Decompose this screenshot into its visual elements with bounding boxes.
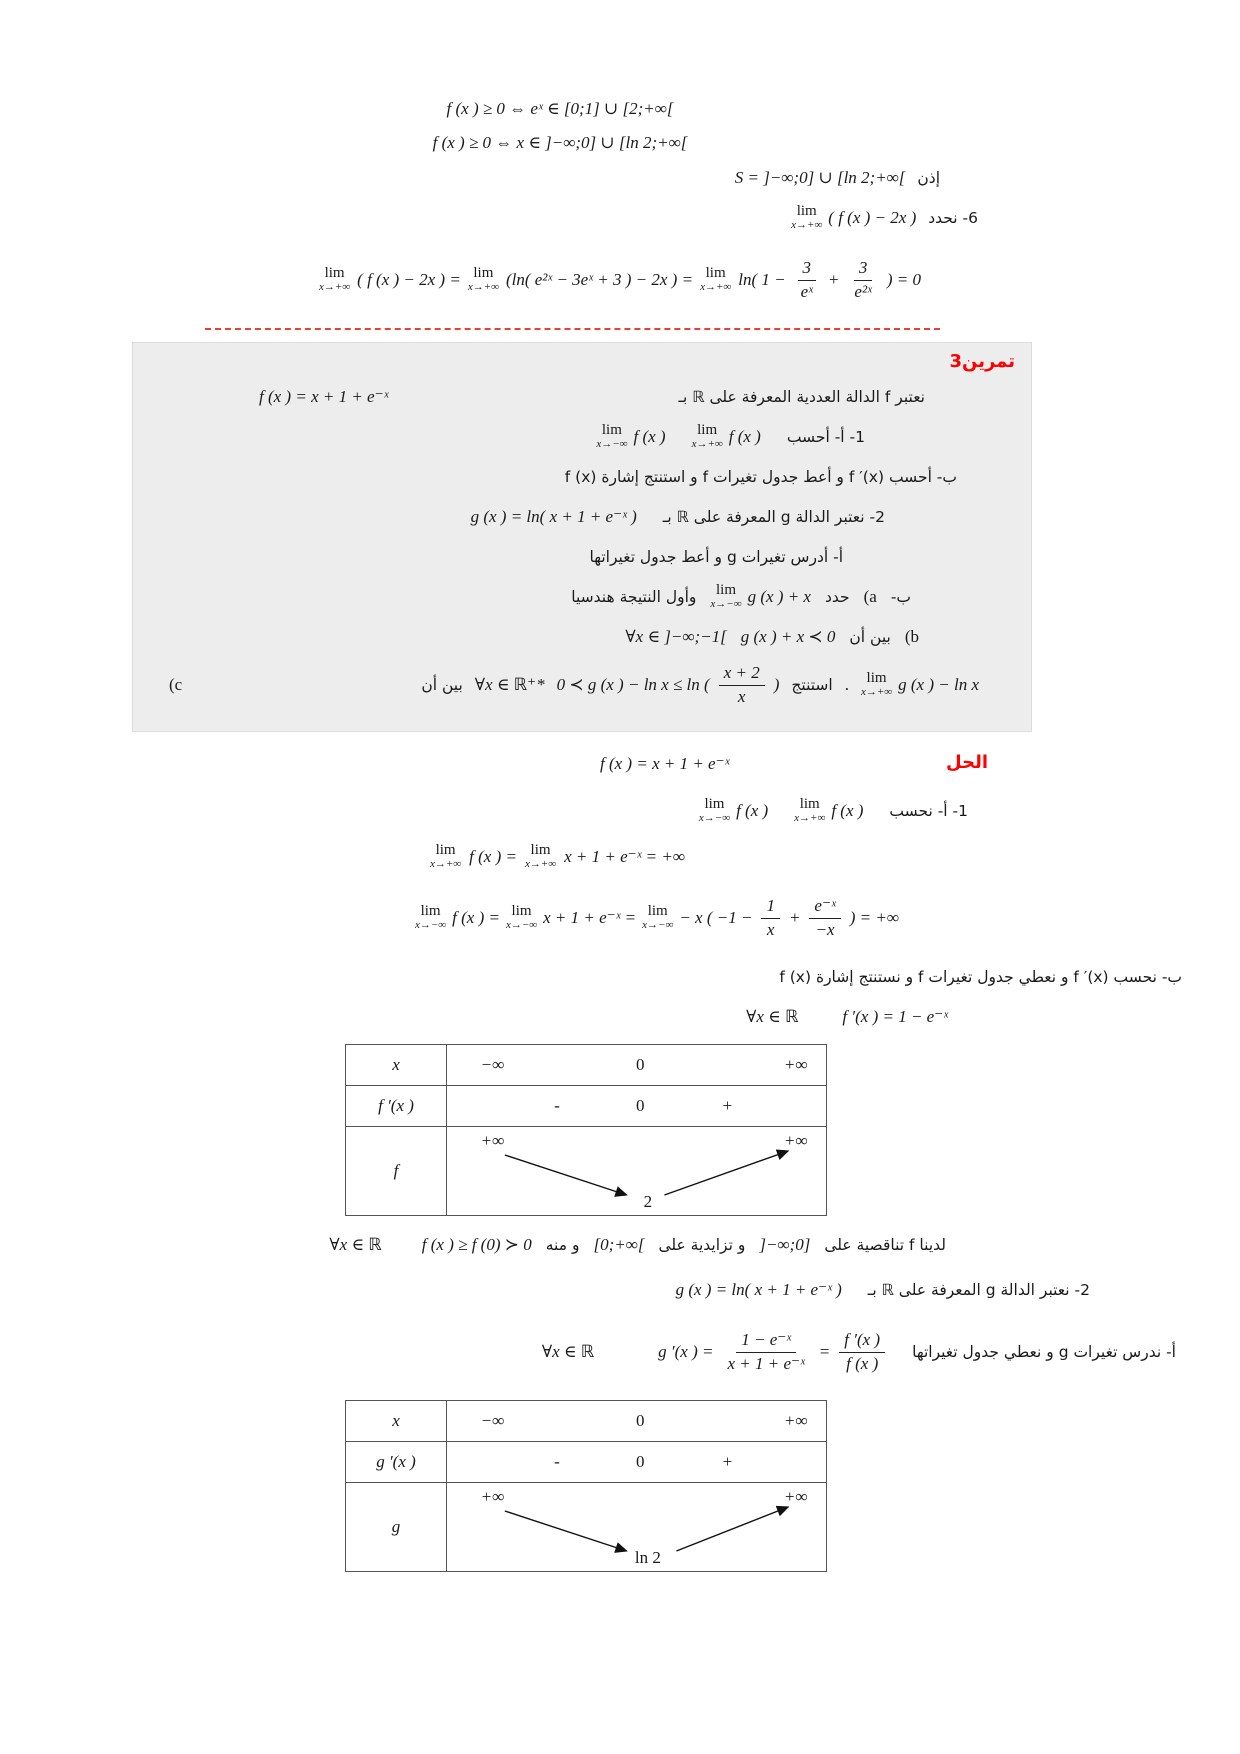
arabic-text: و تزايدية على xyxy=(658,1236,746,1254)
lim-word: lim xyxy=(324,265,345,282)
cell-value: + xyxy=(722,1452,733,1471)
limit-symbol xyxy=(861,671,892,698)
lim-subscript: x→−∞ xyxy=(710,598,742,611)
fraction xyxy=(761,895,780,940)
fraction-numerator: x + 2 xyxy=(719,662,765,685)
arabic-text: و منه xyxy=(545,1236,580,1254)
table-row-x xyxy=(346,1045,826,1086)
lim-word: lim xyxy=(435,842,456,859)
equation-text: g (x ) = ln( x + 1 + e⁻ˣ ) xyxy=(675,1280,842,1299)
lim-word: lim xyxy=(647,903,668,920)
equation-text: ( f (x ) − 2x ) xyxy=(828,207,917,227)
lim-subscript: x→+∞ xyxy=(467,281,499,294)
equation-text: 0 ≺ g (x ) − ln x ≤ ln ( xyxy=(556,675,710,694)
lim-subscript: x→−∞ xyxy=(505,919,538,932)
cell-value: 0 xyxy=(636,1411,645,1430)
lim-word: lim xyxy=(704,796,725,813)
top-equations xyxy=(0,0,1240,310)
equation-text: ) xyxy=(773,675,780,694)
arabic-text: ب- نحسب f ′(x) و نعطي جدول تغيرات f و نستنتج إشارة f (x) xyxy=(779,968,1182,986)
table-header-cell xyxy=(346,1442,447,1482)
equation-text: = xyxy=(818,1342,831,1361)
solution-title: الحل xyxy=(946,752,988,773)
arabic-text: 1- أ- نحسب xyxy=(889,802,968,820)
table-row-sign xyxy=(346,1086,826,1127)
limit-expression xyxy=(861,671,979,698)
solution-q2a-line xyxy=(0,1312,1240,1392)
cell-value: 0 xyxy=(636,1452,645,1471)
limit-symbol xyxy=(710,583,741,610)
lim-word: lim xyxy=(420,903,441,920)
variation-value: ln 2 xyxy=(634,1548,661,1567)
solution-title-line xyxy=(0,746,1240,788)
exercise-q2d-line xyxy=(149,657,1015,713)
lim-subscript: x→+∞ xyxy=(700,281,732,294)
limit-symbol xyxy=(642,904,673,931)
limit-symbol xyxy=(794,797,825,824)
lim-subscript: x→−∞ xyxy=(698,812,731,825)
equation-text: ∀x ∈ ℝ xyxy=(329,1235,382,1254)
lim-word: lim xyxy=(705,265,726,282)
fraction-numerator: 3 xyxy=(798,257,817,280)
arabic-text: 6- نحدد xyxy=(928,209,978,227)
header-text: g xyxy=(391,1517,401,1536)
cell-value: −∞ xyxy=(480,1411,505,1430)
table-cell xyxy=(447,1442,826,1482)
cell-value: - xyxy=(554,1096,560,1115)
cell-value: +∞ xyxy=(783,1411,808,1430)
header-text: g ′(x ) xyxy=(376,1452,416,1471)
equation-line-3 xyxy=(0,160,1240,196)
item-label: (c xyxy=(169,675,183,694)
arabic-text: ب- أحسب f ′(x) و أعط جدول تغيرات f و استنتج إشارة f (x) xyxy=(564,468,957,486)
variation-value: +∞ xyxy=(480,1487,505,1506)
fraction-denominator: eˣ xyxy=(800,281,813,301)
equation-text: f (x ) ≥ f (0) ≻ 0 xyxy=(421,1235,532,1254)
cell-value: - xyxy=(554,1452,560,1471)
equation-text: − x ( −1 − xyxy=(679,908,753,927)
lim-word: lim xyxy=(473,265,494,282)
equation-text: g (x ) = ln( x + 1 + e⁻ˣ ) xyxy=(470,507,637,526)
equation-text: x + 1 + e⁻ˣ = xyxy=(543,908,637,927)
fraction-numerator: f ′(x ) xyxy=(839,1329,885,1352)
arabic-text: بين أن xyxy=(421,676,463,694)
exercise-box xyxy=(132,342,1032,732)
variation-table-f xyxy=(345,1044,827,1216)
lim-subscript: x→+∞ xyxy=(319,281,351,294)
solution-monotony-line xyxy=(0,1222,1240,1268)
arabic-text: أ- أدرس تغيرات g و أعط جدول تغيراتها xyxy=(589,548,843,566)
equation-text: f ′(x ) = 1 − e⁻ˣ xyxy=(842,1007,948,1026)
header-text: f ′(x ) xyxy=(378,1096,414,1115)
equation-text: ) = +∞ xyxy=(849,908,899,927)
arabic-text: أ- ندرس تغيرات g و نعطي جدول تغيراتها xyxy=(912,1343,1176,1361)
variation-value: +∞ xyxy=(480,1131,505,1150)
limit-symbol xyxy=(415,904,446,931)
dashed-separator xyxy=(205,328,940,330)
fraction-numerator: e⁻ˣ xyxy=(809,895,840,918)
equation-text: f (x ) xyxy=(728,426,761,446)
item-label: (b xyxy=(904,627,919,646)
variation-value: 2 xyxy=(643,1192,653,1211)
table-cell xyxy=(447,1086,826,1126)
table-header-cell xyxy=(346,1401,447,1441)
equation-text: ∀x ∈ ]−∞;−1[ xyxy=(625,627,727,646)
table-row-sign xyxy=(346,1442,826,1483)
limit-expression xyxy=(794,797,863,824)
limit-symbol xyxy=(596,423,627,450)
equation-text: ∀x ∈ ℝ xyxy=(541,1342,595,1361)
table-cell xyxy=(447,1127,826,1215)
exercise-q2b-line xyxy=(149,577,1015,617)
equation-text: f (x ) xyxy=(633,426,666,446)
table-cell xyxy=(447,1045,826,1085)
exercise-q1b-line xyxy=(149,457,1015,497)
cell-value: 0 xyxy=(636,1055,645,1074)
equation-text: f (x ) = x + 1 + e⁻ˣ xyxy=(600,754,730,773)
equation-line-4 xyxy=(0,196,1240,240)
fraction-denominator: x xyxy=(737,686,746,706)
fraction xyxy=(719,662,765,707)
arabic-text: 1- أ- أحسب xyxy=(786,428,865,446)
lim-subscript: x→+∞ xyxy=(860,686,893,699)
variation-value: +∞ xyxy=(783,1131,808,1150)
equation-line-1 xyxy=(0,92,1180,126)
fraction-denominator: −x xyxy=(815,919,835,939)
limit-symbol xyxy=(430,843,461,870)
equation-text: f (x ) = xyxy=(452,908,500,927)
lim-subscript: x→+∞ xyxy=(794,812,826,825)
punctuation: . xyxy=(844,675,849,694)
lim-subscript: x→−∞ xyxy=(415,919,447,932)
header-text: f xyxy=(393,1161,399,1180)
arabic-text: 2- نعتبر الدالة g المعرفة على ℝ بـ xyxy=(867,1281,1090,1299)
cell-value: +∞ xyxy=(783,1055,808,1074)
lim-word: lim xyxy=(697,422,718,439)
exercise-intro-line xyxy=(149,377,1015,417)
variation-value: +∞ xyxy=(783,1487,808,1506)
derivative-equation xyxy=(658,1329,888,1374)
equation-text: f (x ) xyxy=(736,800,769,820)
lim-subscript: x→−∞ xyxy=(596,438,628,451)
equation-text: ln( 1 − xyxy=(738,270,786,289)
lim-subscript: x→+∞ xyxy=(430,858,462,871)
lim-word: lim xyxy=(530,842,551,859)
fraction xyxy=(722,1329,809,1374)
limit-symbol xyxy=(700,266,731,293)
solution-derivative-line xyxy=(0,998,1240,1036)
equation-text: f (x ) ≥ 0 ⇔ x ∈ ]−∞;0] ∪ [ln 2;+∞[ xyxy=(432,133,688,152)
exercise-q2-line xyxy=(149,497,1015,537)
lim-subscript: x→−∞ xyxy=(642,919,674,932)
arabic-text: ب- xyxy=(890,588,911,606)
equation-text: f (x ) = xyxy=(469,847,517,866)
fraction xyxy=(809,895,840,940)
limit-symbol xyxy=(319,266,350,293)
arabic-text: وأول النتيجة هندسيا xyxy=(571,588,697,606)
solution-q1b-line xyxy=(0,956,1240,998)
variation-table-g xyxy=(345,1400,827,1572)
limit-expression xyxy=(596,423,665,450)
lim-subscript: x→+∞ xyxy=(524,858,557,871)
exercise-q2c-line xyxy=(149,617,1015,657)
fraction-denominator: x + 1 + e⁻ˣ xyxy=(727,1353,805,1373)
fraction xyxy=(796,257,818,302)
fraction-denominator: f (x ) xyxy=(846,1353,879,1373)
exercise-q1a-line xyxy=(149,417,1015,457)
fraction-numerator: 1 − e⁻ˣ xyxy=(736,1329,796,1352)
equation-text: + xyxy=(788,908,801,927)
exercise-q2a-line xyxy=(149,537,1015,577)
header-text: x xyxy=(392,1055,400,1074)
lim-word: lim xyxy=(511,903,532,920)
solution-limit-equation-2 xyxy=(415,880,1240,956)
equation-text: f (x ) = x + 1 + e⁻ˣ xyxy=(259,387,389,406)
arabic-text: نعتبر f الدالة العددية المعرفة على ℝ بـ xyxy=(678,388,925,406)
lim-word: lim xyxy=(796,203,817,220)
equation-text: g (x ) + x ≺ 0 xyxy=(740,627,836,646)
fraction-numerator: 3 xyxy=(854,257,873,280)
table-header-cell xyxy=(346,1045,447,1085)
lim-subscript: x→+∞ xyxy=(691,438,723,451)
limit-symbol xyxy=(468,266,499,293)
lim-word: lim xyxy=(866,670,887,687)
equation-text: (ln( e²ˣ − 3eˣ + 3 ) − 2x ) = xyxy=(505,270,694,289)
arabic-text: حدد xyxy=(824,588,850,606)
limit-symbol xyxy=(692,423,723,450)
arabic-text: 2- نعتبر الدالة g المعرفة على ℝ بـ xyxy=(662,508,885,526)
cell-value: + xyxy=(722,1096,733,1115)
solution-q1a-line xyxy=(0,788,1240,834)
table-cell xyxy=(447,1483,826,1571)
equation-text: x + 1 + e⁻ˣ = +∞ xyxy=(564,847,685,866)
table-row-variation xyxy=(346,1127,826,1215)
fraction-denominator: x xyxy=(766,919,775,939)
equation-text: g (x ) + x xyxy=(747,586,811,606)
limit-symbol xyxy=(791,204,822,231)
limit-expression xyxy=(710,583,811,610)
arabic-text: بين أن xyxy=(849,628,891,646)
equation-text: ∀x ∈ ℝ⁺* xyxy=(474,675,545,694)
fraction-numerator: 1 xyxy=(761,895,780,918)
equation-text: S = ]−∞;0] ∪ [ln 2;+∞[ xyxy=(734,168,906,187)
limit-expression xyxy=(791,204,916,231)
equation-text: ) = 0 xyxy=(886,270,921,289)
limit-symbol xyxy=(525,843,556,870)
limit-expression xyxy=(692,423,761,450)
table-header-cell xyxy=(346,1483,447,1571)
equation-text: ( f (x ) − 2x ) = xyxy=(357,270,461,289)
equation-text: [0;+∞[ xyxy=(593,1235,645,1254)
lim-word: lim xyxy=(715,582,736,599)
cell-value: −∞ xyxy=(480,1055,505,1074)
arabic-text: إذن xyxy=(917,169,940,187)
arabic-text: لدينا f تناقصية على xyxy=(824,1236,946,1254)
solution-limit-equation-1 xyxy=(430,834,1240,880)
equation-text: f (x ) ≥ 0 ⇔ eˣ ∈ [0;1] ∪ [2;+∞[ xyxy=(446,99,674,118)
exercise-title: تمرين3 xyxy=(949,351,1015,372)
fraction xyxy=(839,1329,885,1374)
table-row-x xyxy=(346,1401,826,1442)
equation-text: g ′(x ) = xyxy=(658,1342,714,1361)
equation-text: f (x ) xyxy=(831,800,864,820)
fraction-denominator: e²ˣ xyxy=(854,281,872,301)
table-header-cell xyxy=(346,1086,447,1126)
lim-word: lim xyxy=(799,796,820,813)
equation-text: + xyxy=(827,270,840,289)
arabic-text: استنتج xyxy=(791,676,833,694)
cell-value: 0 xyxy=(636,1096,645,1115)
limit-expression xyxy=(699,797,768,824)
equation-line-5 xyxy=(0,250,1240,310)
equation-line-2 xyxy=(0,126,1180,160)
header-text: x xyxy=(392,1411,400,1430)
solution-q2-line xyxy=(0,1268,1240,1312)
equation-text: ∀x ∈ ℝ xyxy=(746,1007,799,1026)
inequality-expression xyxy=(557,662,780,707)
fraction xyxy=(849,257,876,302)
limit-symbol xyxy=(699,797,730,824)
lim-word: lim xyxy=(601,422,622,439)
item-label: (a xyxy=(863,587,877,606)
equation-text: ]−∞;0] xyxy=(759,1235,811,1254)
limit-symbol xyxy=(506,904,537,931)
lim-subscript: x→+∞ xyxy=(791,219,823,232)
table-row-variation xyxy=(346,1483,826,1571)
equation-text: g (x ) − ln x xyxy=(898,674,979,694)
table-header-cell xyxy=(346,1127,447,1215)
table-cell xyxy=(447,1401,826,1441)
